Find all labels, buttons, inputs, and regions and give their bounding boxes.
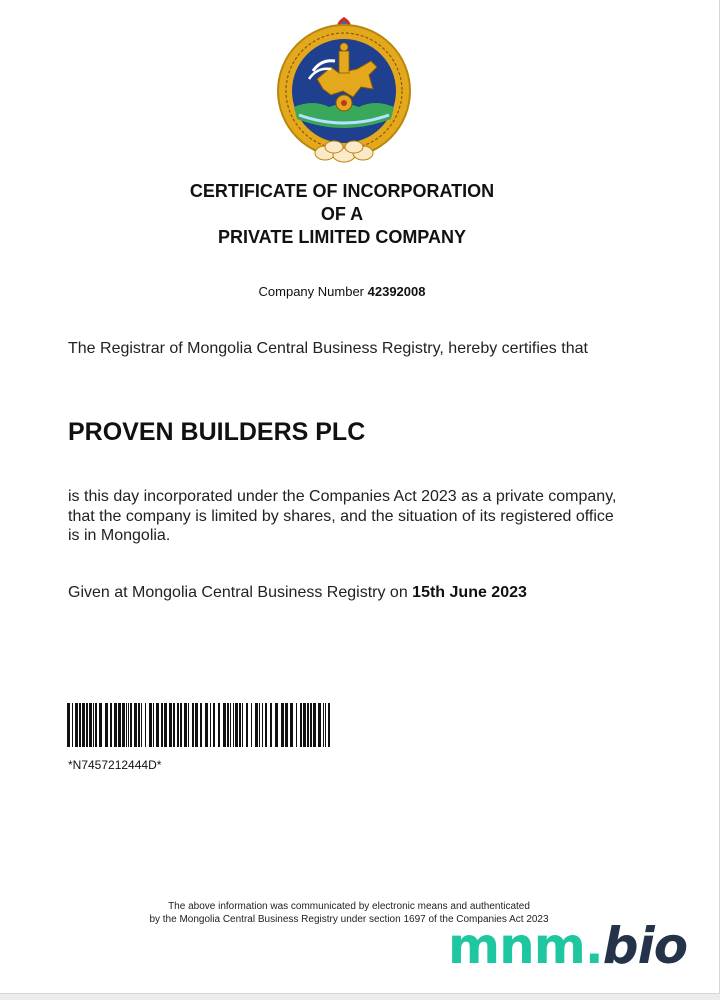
- footer-line-2: by the Mongolia Central Business Registry under section 1697 of the Companies Act 2023: [149, 914, 549, 925]
- given-line: [68, 584, 527, 602]
- footer-line-1: The above information was communicated by electronic means and authenticated: [168, 901, 530, 912]
- title-line-1: CERTIFICATE OF INCORPORATION: [189, 181, 495, 201]
- watermark-logo: [448, 914, 687, 978]
- barcode-icon: [67, 703, 331, 747]
- company-number-value: 42392008: [367, 284, 426, 299]
- state-emblem-icon: [273, 15, 415, 163]
- incorporated-paragraph: is this day incorporated under the Companies Act 2023 as a private company, that the company is limited by shares, and the situation of its registered office is in Mongolia.: [68, 488, 617, 544]
- certifies-paragraph: The Registrar of Mongolia Central Business Registry, hereby certifies that: [68, 340, 588, 357]
- title-line-3: PRIVATE LIMITED COMPANY: [217, 227, 466, 247]
- given-date: 15th June 2023: [412, 584, 527, 601]
- company-name: PROVEN BUILDERS PLC: [68, 418, 366, 446]
- company-number-line: [0, 284, 684, 299]
- barcode-text: *N7457212444D*: [68, 758, 162, 772]
- watermark-part-2: bio: [602, 917, 688, 975]
- company-number-label: Company Number: [258, 284, 365, 299]
- certificate-title: [0, 180, 684, 249]
- title-line-2: OF A: [320, 204, 364, 224]
- given-text: Given at Mongolia Central Business Registry on: [68, 584, 408, 601]
- watermark-part-1: mnm.: [448, 917, 603, 975]
